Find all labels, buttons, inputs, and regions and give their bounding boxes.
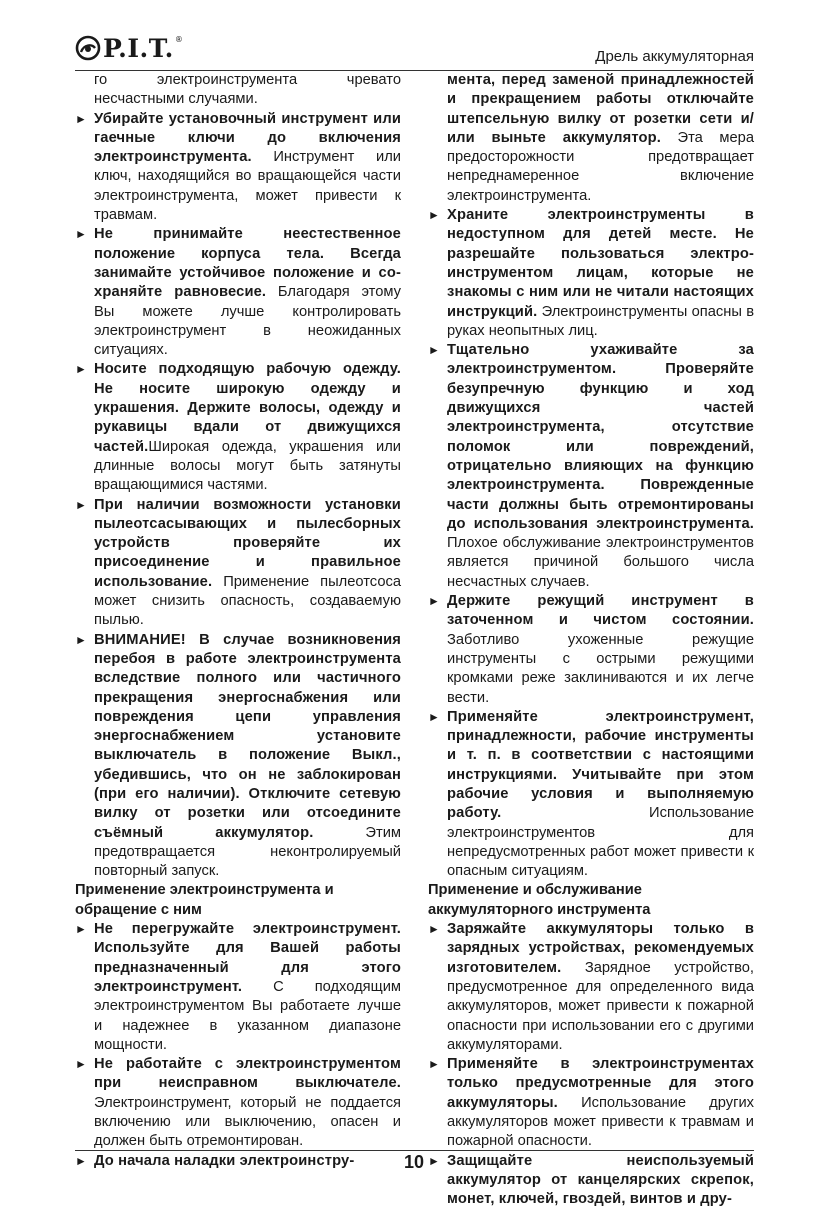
safety-item: ► До начала наладки электроинстру- (75, 1152, 401, 1171)
right-column (428, 71, 754, 1210)
arrow-right-icon: ► (428, 709, 440, 724)
registered-mark: ® (174, 35, 183, 44)
arrow-right-icon: ► (428, 1153, 440, 1168)
page-header (75, 28, 754, 68)
arrow-right-icon: ► (75, 1153, 87, 1168)
arrow-right-icon: ► (75, 362, 87, 377)
page-number: 10 (403, 1152, 425, 1172)
safety-item: ► При наличии возможности установки пылеотсасывающих и пылесборных устройств проверяйте их присоединение и правильное использование. Применение пылеотсоса может снизить опасность, создаваемую пылью. (75, 496, 401, 629)
document-title: Дрель аккумуляторная (595, 48, 754, 65)
safety-item: ► Применяйте электроинструмент, принадлежности, рабочие инструменты и т. п. в соответствии с настоящими инструкциями. Учитывайте при этом рабочие условия и выполняемую работу. Использование электроинструментов для непредусмотренных работ может привести к опасным ситуациям. (428, 708, 754, 880)
left-intro: го электроинструмента чревато несчастными случаями. (94, 72, 401, 108)
logo-text: P.I.T. (103, 33, 174, 63)
footer-divider (75, 1150, 754, 1151)
arrow-right-icon: ► (75, 1057, 87, 1072)
pit-logo-icon (75, 35, 101, 61)
safety-item: ► Храните электроинструменты в недоступном для детей месте. Не разрешайте пользоваться электро- инструментом лицам, которые не знакомы с ним или не читали настоящих инструкций. Электроинструменты опасны в руках неопытных лиц. (428, 207, 754, 339)
safety-item: ► Не работайте с электроинструментом при неисправном выключателе. Электроинструмент, который не поддается включению или выключению, опасен и должен быть отремонтирован. (75, 1056, 401, 1150)
section-heading: Применение и обслуживание аккумуляторного инструмента (428, 882, 651, 918)
safety-item: ► Держите режущий инструмент в заточенном и чистом состоянии. Заботливо ухоженные режущие инструменты с острыми режущими кромками реже заклиниваются и их легче вести. (428, 593, 754, 706)
brand-logo (75, 32, 183, 64)
safety-item: ► Убирайте установочный инструмент или гаечные ключи до включения электроинструмента. Инструмент или ключ, находящийся во вращающейся части электроинструмента, может привести к травмам. (75, 110, 401, 224)
arrow-right-icon: ► (428, 343, 440, 358)
section-heading: Применение электроинструмента и обращение с ним (75, 882, 334, 918)
left-column (75, 71, 401, 1171)
arrow-right-icon: ► (428, 922, 440, 937)
safety-item: ► Защищайте неиспользуемый аккумулятор от канцелярских скрепок, монет, ключей, гвоздей, винтов и дру- (428, 1152, 754, 1208)
safety-item: ► Носите подходящую рабочую одежду. Не носите широкую одежду и украшения. Держите волосы, одежду и рукавицы вдали от движущихся частей.Широкая одежда, украшения или длинные волосы могут быть затянуты вращающимися частями. (75, 361, 401, 494)
arrow-right-icon: ► (75, 922, 87, 937)
safety-item: ► Не перегружайте электроинструмент. Используйте для Вашей работы предназначенный для этого электроинструмент. С подходящим электроинструментом Вы работаете лучше и надежнее в указанном диапазоне мощности. (75, 921, 401, 1053)
arrow-right-icon: ► (428, 594, 440, 609)
arrow-right-icon: ► (75, 632, 87, 647)
arrow-right-icon: ► (428, 208, 440, 223)
safety-item: ► Тщательно ухаживайте за электроинструментом. Проверяйте безупречную функцию и ход движущихся частей электроинструмента, отсутствие поломок или повреждений, отрицательно влияющих на функцию электроинструмента. Поврежденные части должны быть отремонтированы до использования электроинструмента. Плохое обслуживание электроинструментов является причиной большого числа несчастных случаев. (428, 342, 754, 590)
right-intro: мента, перед заменой принадлежностей и прекращением работы отключайте штепсельную вилку от розетки сети и/или выньте аккумулятор. Эта мера предосторожности предотвращает непреднамеренное включение электроинструмента. (447, 72, 754, 204)
safety-item: ► Не принимайте неестественное положение корпуса тела. Всегда занимайте устойчивое положение и со-храняйте равновесие. Благодаря этому Вы можете лучше контролировать электроинструмент в неожиданных ситуациях. (75, 226, 401, 359)
arrow-right-icon: ► (75, 497, 87, 512)
safety-item: ► ВНИМАНИЕ! В случае возникновения перебоя в работе электроинструмента вследствие полного или частичного прекращения энергоснабжения или повреждения цепи управления энергоснабжением установите выключатель в положение Выкл., убедившись, что он не заблокирован (при его наличии). Отключите сетевую вилку от розетки или отсоедините съёмный аккумулятор. Этим предотвращается неконтролируемый повторный запуск. (75, 631, 402, 880)
safety-item: ► Заряжайте аккумуляторы только в зарядных устройствах, рекомендуемых изготовителем. Зарядное устройство, предусмотренное для определенного вида аккумуляторов, может привести к пожарной опасности при использовании его с другими аккумуляторами. (428, 921, 754, 1053)
arrow-right-icon: ► (75, 111, 87, 126)
safety-item: ► Применяйте в электроинструментах только предусмотренные для этого аккумуляторы. Использование других аккумуляторов может привести к травмам и пожарной опасности. (428, 1056, 754, 1150)
arrow-right-icon: ► (75, 227, 87, 242)
arrow-right-icon: ► (428, 1057, 440, 1072)
